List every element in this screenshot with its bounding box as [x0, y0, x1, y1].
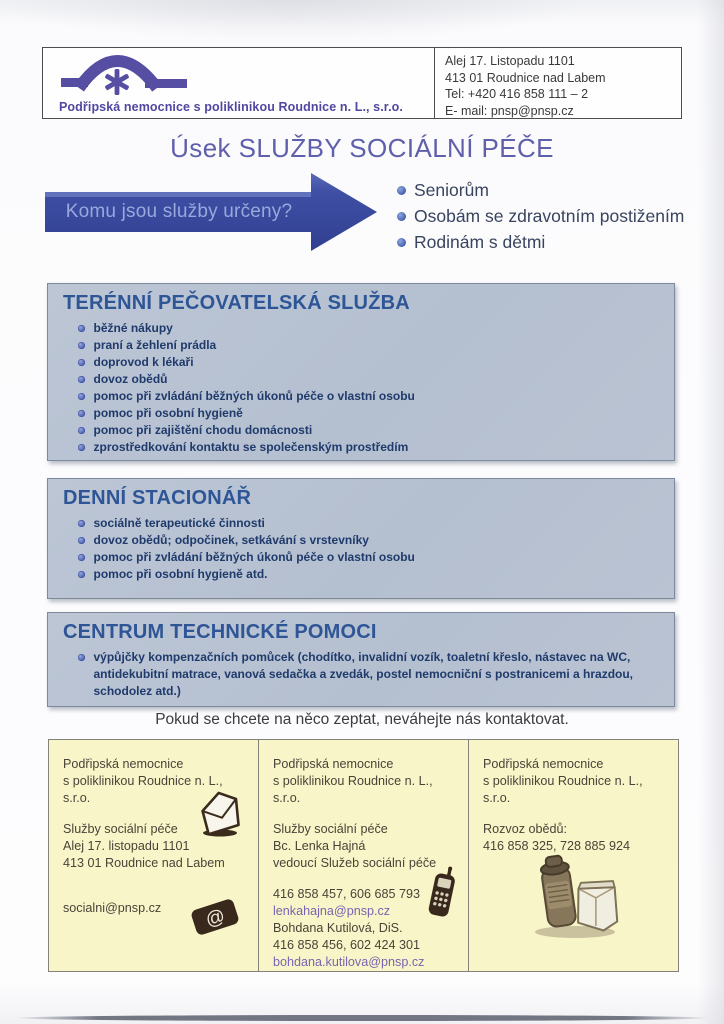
bullet-icon [78, 376, 85, 383]
list-item: pomoc při osobní hygieně atd. [78, 566, 652, 583]
section-denni-stacionar [47, 478, 675, 599]
phone-numbers: 416 858 325, 728 885 924 [483, 839, 631, 853]
list-item: pomoc při zvládání běžných úkonů péče o vlastní osobu [78, 549, 652, 566]
bullet-icon [397, 186, 406, 195]
list-item: pomoc při zajištění chodu domácnosti [78, 422, 652, 439]
email-address: socialni@pnsp.cz [63, 901, 162, 915]
audience-item: Osobám se zdravotním postižením [397, 203, 684, 229]
bullet-icon [78, 537, 85, 544]
department-name: Služby sociální péče [273, 822, 388, 836]
bullet-icon [78, 571, 85, 578]
department-name: Služby sociální péče [63, 822, 178, 836]
list-item: doprovod k lékaři [78, 354, 652, 371]
envelope-icon [194, 790, 246, 843]
bullet-icon [78, 520, 85, 527]
person-name: Bohdana Kutilová, DiS. [273, 921, 403, 935]
audience-question: Komu jsou služby určeny? [65, 201, 293, 222]
svg-text:@: @ [203, 905, 228, 932]
bullet-icon [397, 212, 406, 221]
section-title: CENTRUM TECHNICKÉ POMOCI [63, 621, 377, 643]
contact-strip [48, 739, 680, 972]
section-title: DENNÍ STACIONÁŘ [63, 487, 252, 509]
audience-arrow-banner [45, 171, 377, 254]
section-title: TERÉNNÍ PEČOVATELSKÁ SLUŽBA [63, 292, 410, 314]
contact-box-department [48, 739, 259, 972]
email-at-card-icon [188, 896, 242, 943]
list-item: pomoc při zvládání běžných úkonů péče o vlastní osobu [78, 388, 652, 405]
list-item: dovoz obědů; odpočinek, setkávání s vrstevníky [78, 532, 652, 549]
header-phone: Tel: +420 416 858 111 – 2 [445, 87, 589, 101]
person-role: vedoucí Služeb sociální péče [273, 856, 437, 870]
thermos-lunch-bag-icon [521, 848, 629, 945]
email-address: bohdana.kutilova@pnsp.cz [273, 955, 425, 969]
bullet-icon [78, 554, 85, 561]
contact-box-lunch-delivery [468, 739, 679, 972]
audience-item: Seniorům [397, 177, 684, 203]
org-line: s poliklinikou Roudnice n. L., s.r.o. [273, 774, 433, 805]
phone-numbers: 416 858 457, 606 685 793 [273, 887, 421, 901]
hospital-bridge-star-of-life-logo-icon [59, 52, 189, 98]
list-item: dovoz obědů [78, 371, 652, 388]
bullet-icon [397, 238, 406, 247]
person-name: Bc. Lenka Hajná [273, 839, 366, 853]
list-item: běžné nákupy [78, 320, 652, 337]
letterhead [42, 47, 682, 119]
section-centrum-technicke-pomoci [47, 612, 675, 707]
header-org-name: Podřipská nemocnice s poliklinikou Roudnice n. L., s.r.o. [59, 100, 403, 114]
phone-numbers: 416 858 456, 602 424 301 [273, 938, 421, 952]
org-line: s poliklinikou Roudnice n. L., s.r.o. [63, 774, 223, 805]
section-item-list [48, 515, 674, 583]
list-item: praní a žehlení prádla [78, 337, 652, 354]
email-address: lenkahajna@pnsp.cz [273, 904, 391, 918]
list-item: sociálně terapeutické činnosti [78, 515, 652, 532]
scan-page-shadow [14, 1015, 710, 1021]
address-line: 413 01 Roudnice nad Labem [63, 856, 225, 870]
org-line: Podřipská nemocnice [273, 757, 394, 771]
contact-box-staff [258, 739, 469, 972]
section-item-list [48, 649, 674, 700]
service-name: Rozvoz obědů: [483, 822, 568, 836]
bullet-icon [78, 342, 85, 349]
scan-artifact [0, 0, 724, 40]
list-item: výpůjčky kompenzačních pomůcek (chodítko, invalidní vozík, toaletní křeslo, nástavec na WC, antidekubitní matrace, vanová sedačka a zvedák, postel nemocniční s postranicemi a hrazdou, schodolez atd.) [78, 649, 652, 700]
org-line: Podřipská nemocnice [63, 757, 184, 771]
section-terenni-pecovatelska-sluzba [47, 283, 675, 461]
bullet-icon [78, 654, 85, 661]
audience-item: Rodinám s dětmi [397, 229, 684, 255]
letterhead-left [43, 48, 435, 118]
bullet-icon [78, 410, 85, 417]
audience-list [397, 177, 684, 255]
page-title: Úsek SLUŽBY SOCIÁLNÍ PÉČE [170, 133, 554, 163]
bullet-icon [78, 393, 85, 400]
bullet-icon [78, 359, 85, 366]
bullet-icon [78, 325, 85, 332]
letterhead-contact [435, 48, 681, 118]
header-address-line1: Alej 17. Listopadu 1101 [445, 54, 575, 68]
bullet-icon [78, 427, 85, 434]
list-item: pomoc při osobní hygieně [78, 405, 652, 422]
list-item: zprostředkování kontaktu se společenským prostředím [78, 439, 652, 456]
bullet-icon [78, 444, 85, 451]
mobile-phone-icon [424, 864, 460, 927]
org-line: s poliklinikou Roudnice n. L., s.r.o. [483, 774, 643, 805]
address-line: Alej 17. listopadu 1101 [63, 839, 190, 853]
org-line: Podřipská nemocnice [483, 757, 604, 771]
header-address-line2: 413 01 Roudnice nad Labem [445, 70, 606, 85]
header-email: E- mail: pnsp@pnsp.cz [445, 103, 574, 118]
contact-intro-text: Pokud se chcete na něco zeptat, neváhejte nás kontaktovat. [155, 711, 569, 728]
section-item-list [48, 320, 674, 456]
